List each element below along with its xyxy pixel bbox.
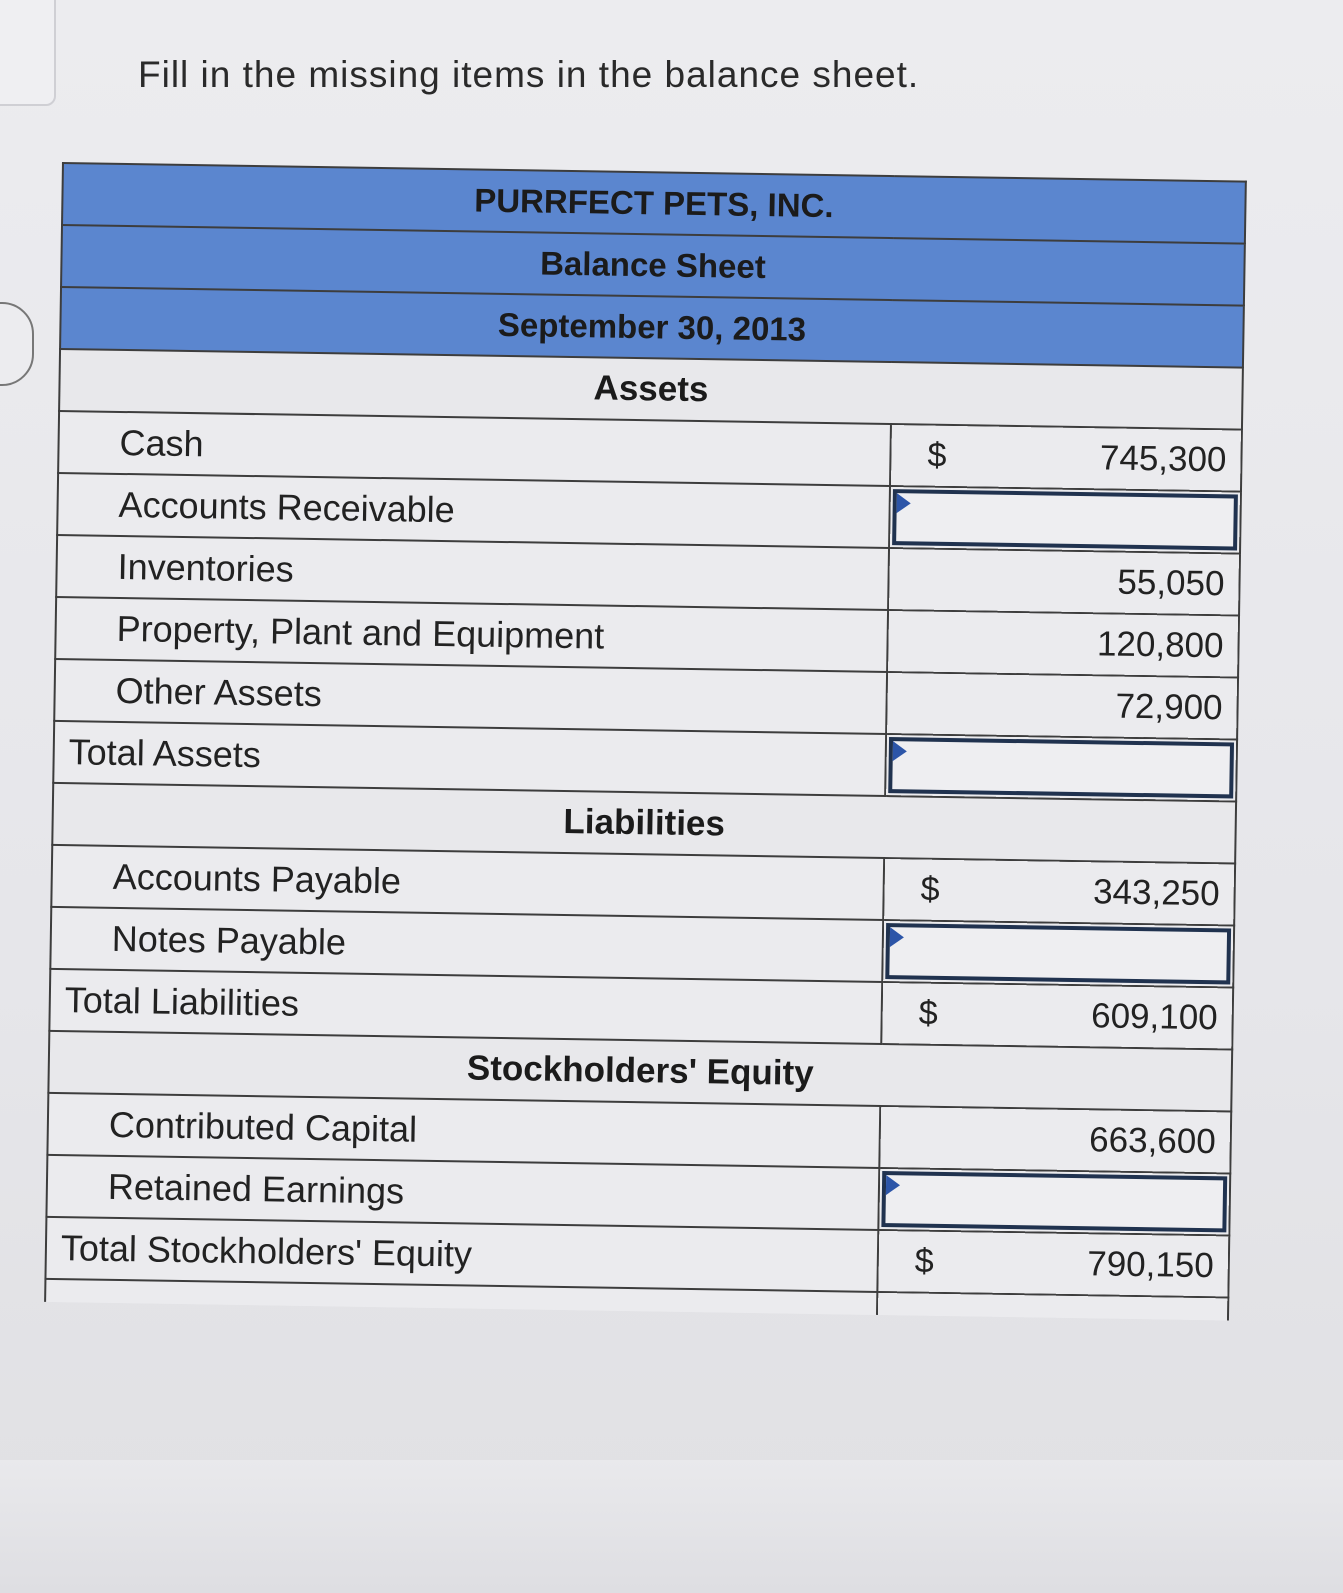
answer-flag-icon [893,741,907,761]
total-equity-label: Total Stockholders' Equity [45,1217,878,1292]
cutoff-value-cell [877,1292,1228,1321]
total-liabilities-value: 609,100 [1090,996,1219,1038]
answer-flag-icon [886,1175,900,1195]
dollar-sign: $ [920,870,940,909]
section-equity: Stockholders' Equity [48,1031,1232,1112]
statement-date: September 30, 2013 [60,287,1244,368]
notes-payable-cell [882,920,1234,988]
ppe-value: 120,800 [1096,624,1224,666]
accounts-payable-value-cell [883,858,1235,926]
accounts-receivable-input[interactable] [892,489,1238,550]
ppe-label: Property, Plant and Equipment [55,597,888,672]
background-card [0,0,56,106]
inventories-value: 55,050 [1117,562,1225,604]
contributed-capital-value: 663,600 [1088,1120,1217,1162]
contributed-capital-label: Contributed Capital [47,1093,880,1168]
contributed-capital-value-cell [879,1106,1231,1174]
inventories-label: Inventories [56,535,889,610]
statement-title: Balance Sheet [61,225,1245,306]
section-assets: Assets [59,349,1243,430]
dollar-sign: $ [918,994,938,1033]
notes-payable-label: Notes Payable [50,907,883,982]
other-assets-label: Other Assets [54,659,887,734]
dollar-sign: $ [927,436,947,475]
total-assets-cell [885,734,1237,802]
instruction-text: Fill in the missing items in the balance sheet. [138,54,920,95]
accounts-receivable-cell [889,486,1241,554]
notes-payable-input[interactable] [885,923,1231,984]
accounts-receivable-label: Accounts Receivable [57,473,890,548]
side-nav-badge[interactable] [0,302,34,386]
dollar-sign: $ [914,1242,935,1281]
cash-value: 745,300 [1099,438,1227,480]
total-assets-input[interactable] [888,737,1234,798]
accounts-payable-value: 343,250 [1092,872,1220,914]
section-liabilities: Liabilities [52,783,1236,864]
retained-earnings-label: Retained Earnings [46,1155,879,1230]
total-equity-value-cell [877,1230,1229,1298]
total-liabilities-label: Total Liabilities [49,969,882,1044]
total-equity-value: 790,150 [1086,1244,1215,1286]
answer-flag-icon [897,493,911,513]
cash-label: Cash [58,411,891,486]
total-liabilities-value-cell [881,982,1233,1050]
answer-flag-icon [890,927,904,947]
retained-earnings-input[interactable] [881,1171,1227,1232]
other-assets-value: 72,900 [1115,686,1223,728]
total-assets-label: Total Assets [53,721,886,796]
company-name: PURRFECT PETS, INC. [62,163,1246,244]
cash-value-cell [890,424,1242,492]
balance-sheet-table [44,162,1247,1320]
accounts-payable-label: Accounts Payable [51,845,884,920]
ppe-value-cell [887,610,1239,678]
inventories-value-cell [888,548,1240,616]
page-bottom-area [0,1460,1343,1593]
retained-earnings-cell [878,1168,1230,1236]
other-assets-value-cell [886,672,1238,740]
